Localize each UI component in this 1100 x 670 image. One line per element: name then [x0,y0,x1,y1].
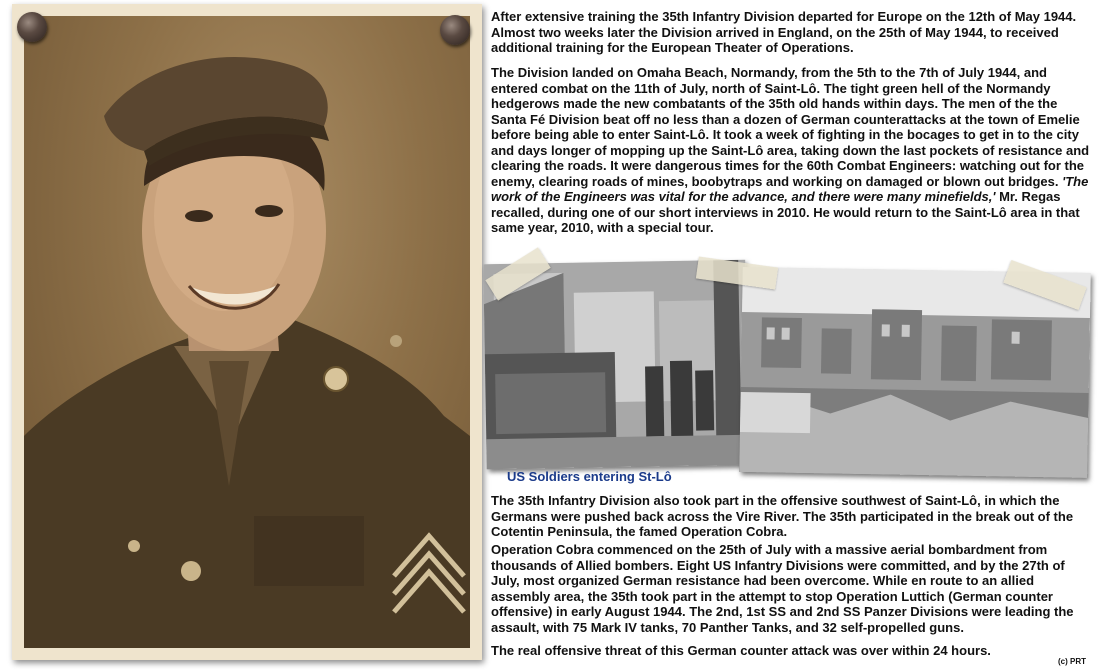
paragraph-operation-cobra [491,542,1091,635]
paragraph-saint-lo-offensive [491,493,1091,540]
pushpin-right-icon [440,15,470,45]
photo-caption: US Soldiers entering St-Lô [507,469,672,484]
omaha-text-start: The Division landed on Omaha Beach, Normandy, from the 5th to the 7th of July 1944, and entered combat on the 11th of July, north of Saint-Lô. The tight green hell of the Normandy hedgerows made the new combatants of the 35th old hands within days. The men of the the Santa Fé Division beat off no less than a dozen of German counterattacks at the town of Emelie before being able to enter Saint-Lô. It took a week of fighting in the bocages to get in to the city and days longer of mopping up the Saint-Lô area, taking down the last pockets of resistance and clearing the roads. It were dangerous times for the 60th Combat Engineers: watching out for the enemy, clearing roads of mines, boobytraps and working on damaged or blown out bridges. [491,65,1090,189]
soldier-portrait-photo [12,4,482,660]
paragraph-cobra-text: Operation Cobra commenced on the 25th of July with a massive aerial bombardment from thousands of Allied bombers. Eight US Infantry Divisions were committed, and by the 27th of July, most organized German resistance had been overcome. While en route to an allied assembly area, the 35th took part in the attempt to stop Operation Luttich (German counter offensive) in early August 1944. The 2nd, 1st SS and 2nd SS Panzer Divisions were leading the assault, with 75 Mark IV tanks, 70 Panther Tanks, and 32 self-propelled guns. [491,542,1074,635]
street-scene-photo [483,260,749,470]
portrait-illustration [24,16,470,648]
street-scene-illustration [483,260,749,470]
paragraph-saint-lo-text: The 35th Infantry Division also took part in the offensive southwest of Saint-Lô, in which the Germans were pushed back across the Vire River. The 35th participated in the break out of the Cotentin Peninsula, the famed Operation Cobra. [491,493,1074,539]
paragraph-omaha-text [491,65,1091,236]
omaha-text-end: Mr. Regas recalled, during one of our short interviews in 2010. He would return to the Saint-Lô area in that same year, 2010, with a special tour. [491,189,1080,235]
paragraph-counter-attack-text: The real offensive threat of this German counter attack was over within 24 hours. [491,643,991,658]
paragraph-departure [491,9,1091,56]
ruined-city-illustration [739,267,1091,478]
engineer-quote: 'The work of the Engineers was vital for the advance, and there were many minefields,' [491,173,1089,204]
ruined-city-photo [739,267,1091,478]
copyright-credit: (c) PRT [1058,657,1086,666]
paragraph-departure-text: After extensive training the 35th Infantry Division departed for Europe on the 12th of May 1944. Almost two weeks later the Division arrived in England, on the 25th of May 1944, to received additional training for the European Theater of Operations. [491,9,1077,55]
pushpin-left-icon [17,12,47,42]
paragraph-omaha-beach [491,65,1091,236]
paragraph-counter-attack [491,643,1091,659]
portrait-image [24,16,470,648]
